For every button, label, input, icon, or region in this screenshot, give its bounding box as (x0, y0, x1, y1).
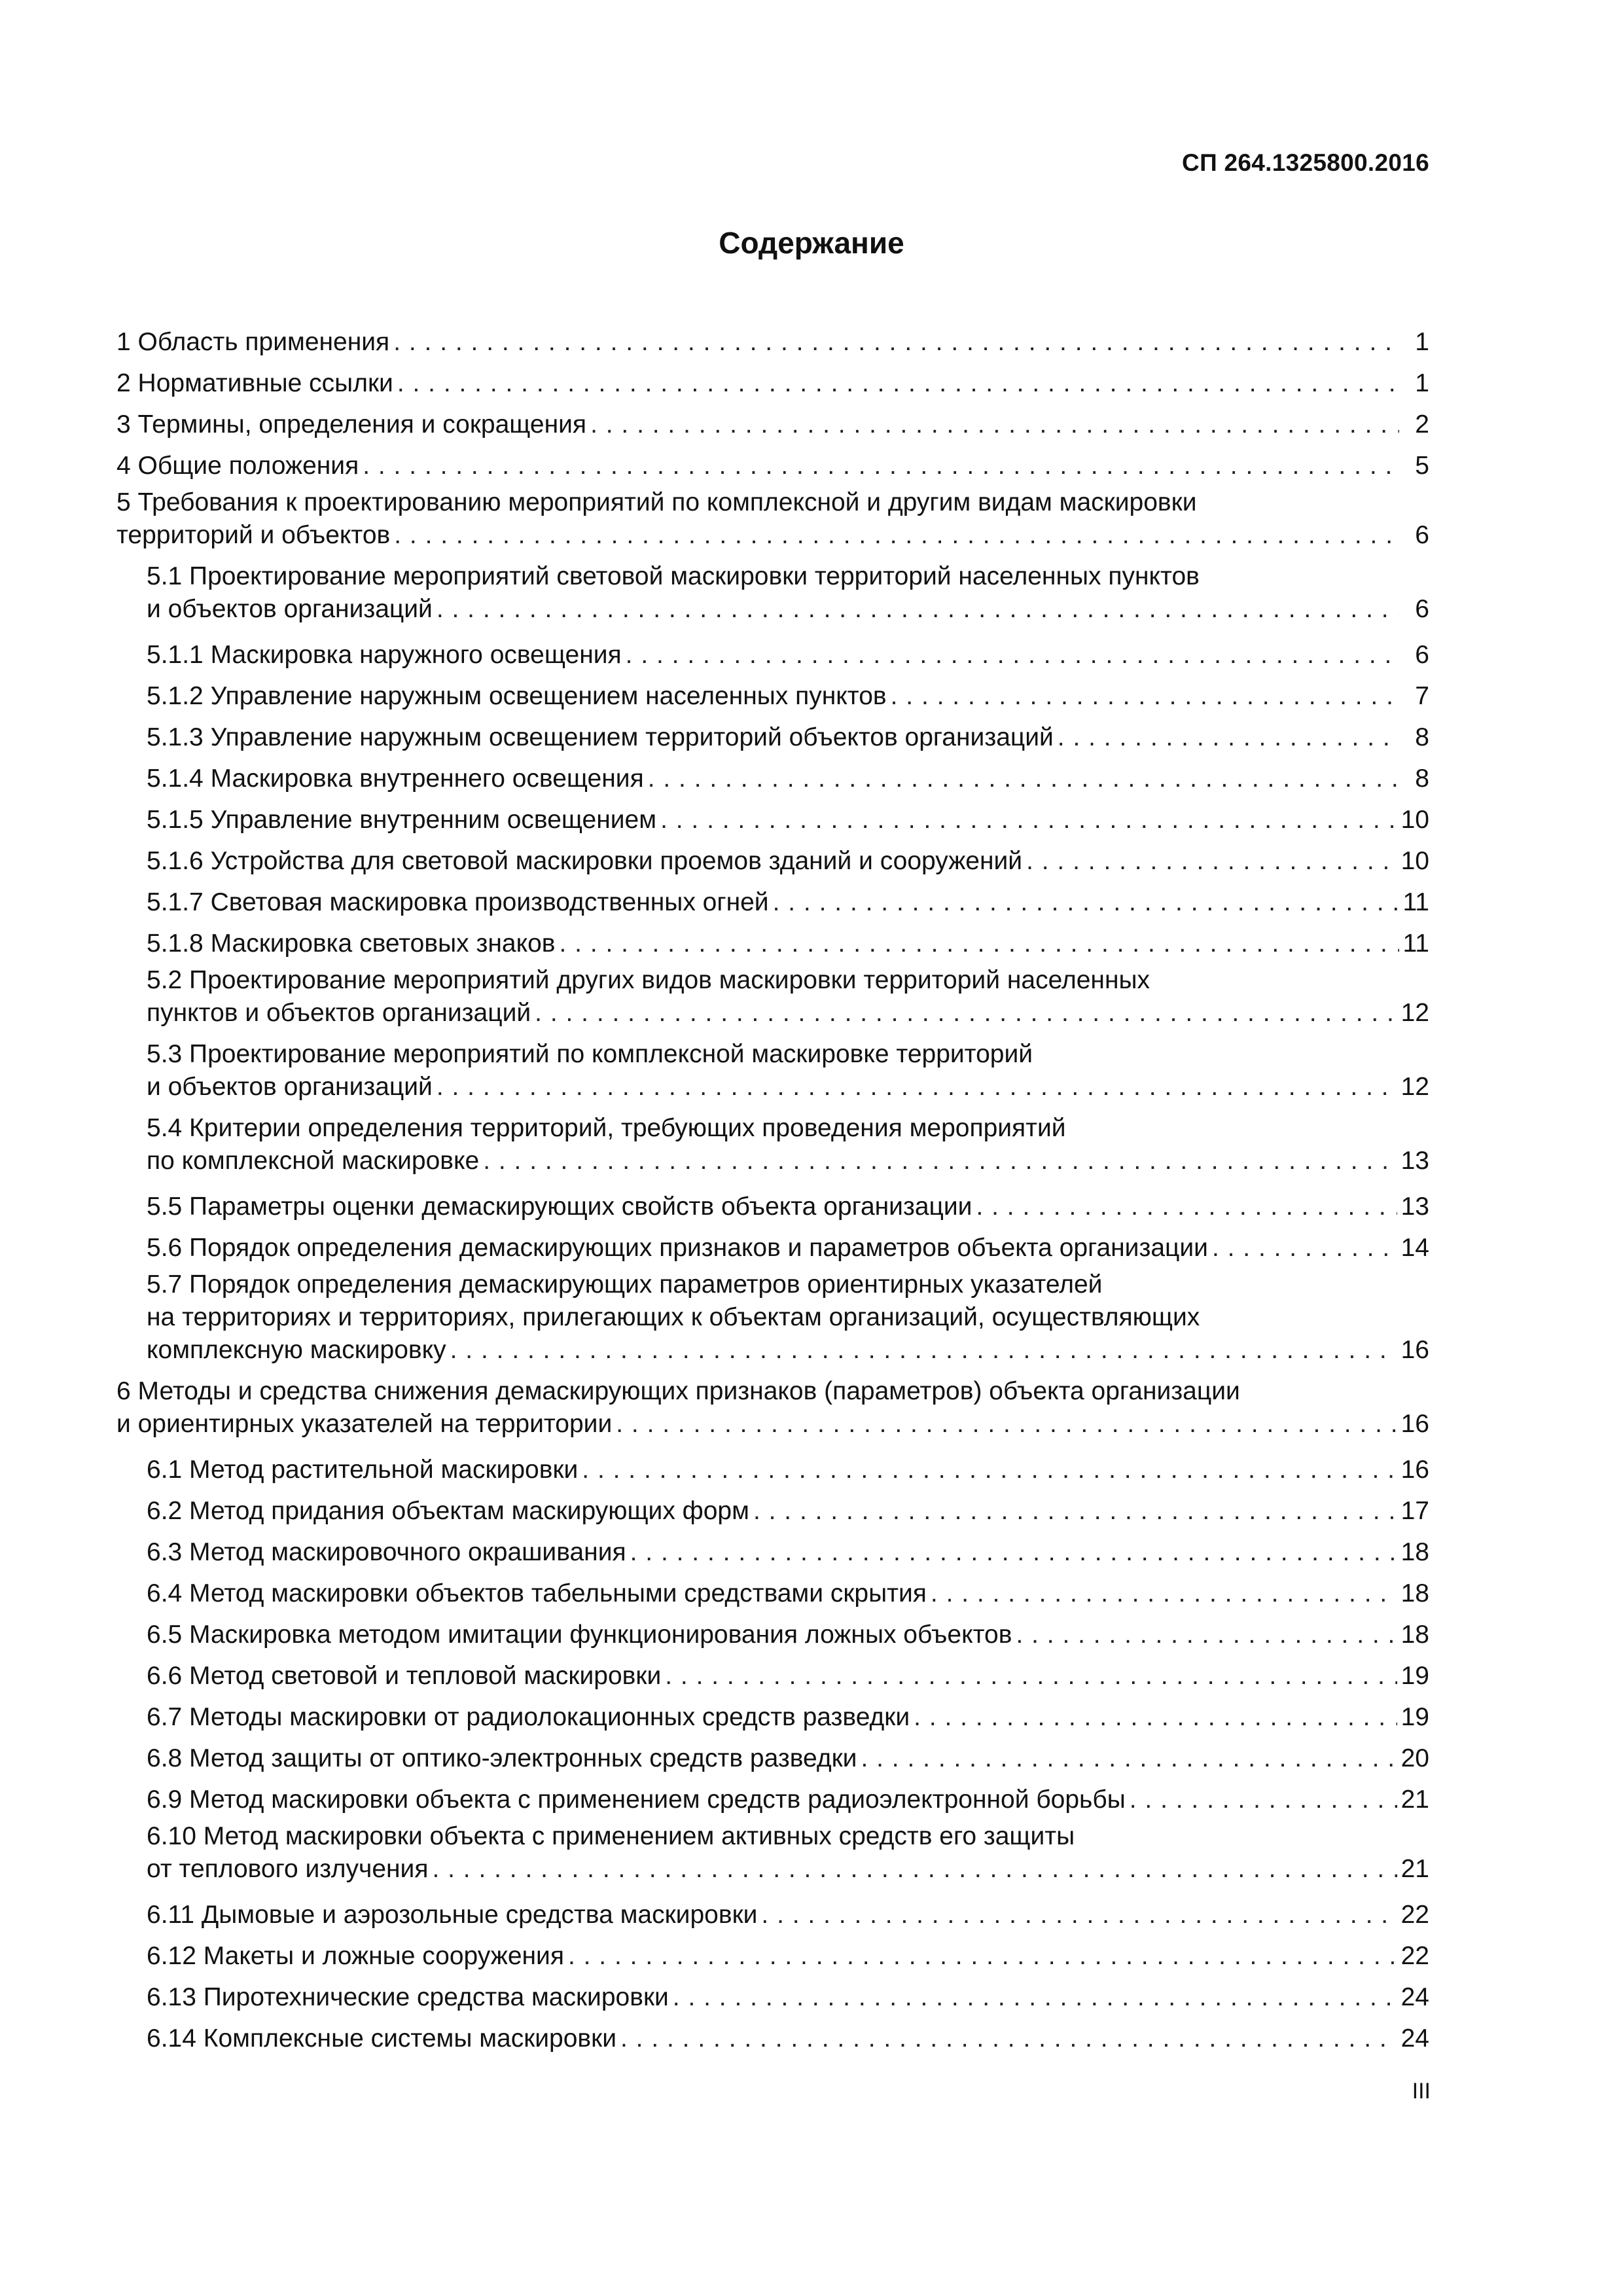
dot-leader (394, 519, 1399, 552)
dot-leader (620, 2018, 1397, 2059)
toc-entry[interactable] (116, 1935, 1429, 1977)
toc-entry[interactable] (116, 923, 1429, 964)
toc-entry-title: 6.6 Метод световой и тепловой маскировки (147, 1662, 662, 1690)
toc-entry-title: от теплового излучения (147, 1855, 429, 1883)
toc-entry[interactable] (116, 1738, 1429, 1779)
toc-entry-title: 5.1.6 Устройства для световой маскировки проемов зданий и сооружений (147, 847, 1023, 875)
toc-page-number: 8 (1415, 764, 1429, 793)
dot-leader (660, 799, 1397, 840)
toc-entry-line: 5.7 Порядок определения демаскирующих параметров ориентирных указателей (147, 1270, 1103, 1299)
dot-leader (753, 1490, 1397, 1532)
dot-leader (861, 1738, 1397, 1779)
toc-entry-title: 6.12 Макеты и ложные сооружения (147, 1942, 564, 1970)
toc-page-number: 17 (1400, 1497, 1429, 1525)
toc-page-number: 16 (1400, 1336, 1429, 1364)
dot-leader (1026, 840, 1397, 882)
dot-leader (616, 1408, 1397, 1441)
toc-entry-title: 3 Термины, определения и сокращения (116, 410, 587, 439)
toc-page-number: 22 (1400, 1942, 1429, 1970)
toc-page-number: 18 (1400, 1621, 1429, 1649)
toc-entry[interactable] (116, 1532, 1429, 1573)
toc-page-number: 2 (1415, 410, 1429, 439)
dot-leader (568, 1935, 1397, 1977)
toc-entry-title: 6.14 Комплексные системы маскировки (147, 2024, 616, 2053)
dot-leader (1130, 1779, 1397, 1820)
toc-entry-title: 5.1.3 Управление наружным освещением территорий объектов организаций (147, 723, 1054, 751)
toc-entry-title: 6.4 Метод маскировки объектов табельными средствами скрытия (147, 1579, 927, 1607)
page-number: III (1412, 2079, 1431, 2104)
toc-entry[interactable] (116, 1573, 1429, 1614)
toc-entry-title: 5.1.2 Управление наружным освещением населенных пунктов (147, 682, 887, 710)
toc-entry[interactable] (116, 363, 1429, 404)
toc-entry[interactable] (116, 717, 1429, 758)
toc-entry[interactable] (116, 758, 1429, 799)
toc-page-number: 10 (1400, 806, 1429, 834)
toc-page-number: 16 (1400, 1410, 1429, 1438)
toc-entry[interactable] (116, 2018, 1429, 2059)
toc-page-number: 12 (1400, 1073, 1429, 1101)
toc-entry-line: 5.4 Критерии определения территорий, требующих проведения мероприятий (147, 1114, 1066, 1142)
toc-page-number: 6 (1415, 595, 1429, 623)
toc-entry-title: 5.5 Параметры оценки демаскирующих свойств объекта организации (147, 1193, 972, 1221)
dot-leader (1212, 1227, 1397, 1268)
toc-entry[interactable] (116, 1375, 1429, 1449)
toc-page-number: 6 (1415, 641, 1429, 669)
toc-entry[interactable] (116, 1112, 1429, 1186)
toc-entry[interactable] (116, 321, 1429, 363)
toc-entry-title: и ориентирных указателей на территории (116, 1410, 613, 1438)
toc-page-number: 16 (1400, 1456, 1429, 1484)
toc-entry[interactable] (116, 799, 1429, 840)
toc-entry[interactable] (116, 1820, 1429, 1894)
dot-leader (773, 882, 1399, 923)
toc-entry-title: 5.1.4 Маскировка внутреннего освещения (147, 764, 644, 793)
toc-entry[interactable] (116, 882, 1429, 923)
toc-entry[interactable] (116, 1268, 1429, 1375)
toc-entry-title: 6.1 Метод растительной маскировки (147, 1456, 579, 1484)
toc-entry-title: 6.2 Метод придания объектам маскирующих форм (147, 1497, 749, 1525)
toc-page-number: 24 (1400, 2024, 1429, 2053)
toc-entry-line: на территориях и территориях, прилегающих к объектам организаций, осуществляющих (147, 1303, 1200, 1331)
toc-page-number: 6 (1415, 521, 1429, 549)
toc-entry-title: по комплексной маскировке (147, 1147, 480, 1175)
toc-page-number: 18 (1400, 1579, 1429, 1607)
toc-entry[interactable] (116, 1038, 1429, 1112)
dot-leader (891, 675, 1399, 717)
toc-entry-title: 5.1.1 Маскировка наружного освещения (147, 641, 622, 669)
toc-entry[interactable] (116, 560, 1429, 634)
toc-entry-line: 5.1 Проектирование мероприятий световой маскировки территорий населенных пунктов (147, 562, 1200, 590)
dot-leader (665, 1655, 1397, 1696)
toc-entry-title: 5.1.7 Световая маскировка производственных огней (147, 888, 769, 916)
toc-entry[interactable] (116, 964, 1429, 1038)
toc-page-number: 24 (1400, 1983, 1429, 2011)
toc-page-number: 1 (1415, 328, 1429, 356)
toc-entry[interactable] (116, 404, 1429, 445)
dot-leader (559, 923, 1399, 964)
dot-leader (363, 445, 1399, 486)
toc-page-number: 20 (1400, 1744, 1429, 1772)
toc-entry[interactable] (116, 1696, 1429, 1738)
toc-entry-title: 6.3 Метод маскировочного окрашивания (147, 1538, 626, 1566)
dot-leader (626, 634, 1399, 675)
toc-entry-title: 6.13 Пиротехнические средства маскировки (147, 1983, 669, 2011)
dot-leader (535, 997, 1397, 1030)
toc-entry-line: 6 Методы и средства снижения демаскирующих признаков (параметров) объекта организации (116, 1377, 1240, 1405)
dot-leader (437, 1071, 1397, 1103)
toc-page-number: 12 (1400, 999, 1429, 1027)
table-of-contents (116, 321, 1429, 2059)
toc-page-number: 7 (1415, 682, 1429, 710)
dot-leader (397, 363, 1399, 404)
toc-entry-line: 5.2 Проектирование мероприятий других видов маскировки территорий населенных (147, 966, 1150, 994)
toc-entry[interactable] (116, 840, 1429, 882)
toc-entry-line: 5.3 Проектирование мероприятий по комплексной маскировке территорий (147, 1040, 1033, 1068)
toc-page-number: 22 (1400, 1901, 1429, 1929)
toc-page-number: 21 (1400, 1855, 1429, 1883)
document-code: СП 264.1325800.2016 (1182, 149, 1429, 176)
toc-page-number: 19 (1400, 1662, 1429, 1690)
toc-page-number: 5 (1415, 452, 1429, 480)
toc-entry-title: и объектов организаций (147, 1073, 433, 1101)
toc-entry[interactable] (116, 1449, 1429, 1490)
toc-entry-title: 2 Нормативные ссылки (116, 369, 393, 397)
dot-leader (450, 1334, 1397, 1367)
toc-page-number: 18 (1400, 1538, 1429, 1566)
dot-leader (483, 1145, 1397, 1177)
toc-page-number: 21 (1400, 1785, 1429, 1814)
toc-entry[interactable] (116, 1186, 1429, 1227)
toc-entry[interactable] (116, 1977, 1429, 2018)
toc-entry-title: 5.1.8 Маскировка световых знаков (147, 929, 556, 958)
toc-entry[interactable] (116, 675, 1429, 717)
toc-entry-title: и объектов организаций (147, 595, 433, 623)
dot-leader (673, 1977, 1397, 2018)
dot-leader (976, 1186, 1397, 1227)
dot-leader (1016, 1614, 1397, 1655)
toc-page-number: 11 (1402, 888, 1429, 916)
toc-entry[interactable] (116, 486, 1429, 560)
toc-entry[interactable] (116, 1614, 1429, 1655)
dot-leader (931, 1573, 1397, 1614)
toc-entry-title: 6.8 Метод защиты от оптико-электронных средств разведки (147, 1744, 857, 1772)
dot-leader (630, 1532, 1397, 1573)
toc-page-number: 1 (1415, 369, 1429, 397)
toc-page-number: 13 (1400, 1193, 1429, 1221)
toc-entry-title: комплексную маскировку (147, 1336, 446, 1364)
toc-entry-title: 6.9 Метод маскировки объекта с применением средств радиоэлектронной борьбы (147, 1785, 1126, 1814)
toc-page-number: 13 (1400, 1147, 1429, 1175)
toc-entry[interactable] (116, 445, 1429, 486)
toc-page-number: 8 (1415, 723, 1429, 751)
toc-page-number: 19 (1400, 1703, 1429, 1731)
toc-entry-title: 6.7 Методы маскировки от радиолокационных средств разведки (147, 1703, 910, 1731)
dot-leader (1058, 717, 1399, 758)
toc-entry-title: территорий и объектов (116, 521, 391, 549)
dot-leader (393, 321, 1399, 363)
toc-entry-line: 6.10 Метод маскировки объекта с применением активных средств его защиты (147, 1822, 1075, 1850)
dot-leader (432, 1853, 1397, 1886)
toc-entry-title: 5.6 Порядок определения демаскирующих признаков и параметров объекта организации (147, 1234, 1208, 1262)
dot-leader (582, 1449, 1397, 1490)
toc-page-number: 11 (1402, 929, 1429, 958)
dot-leader (590, 404, 1399, 445)
toc-entry[interactable] (116, 634, 1429, 675)
toc-entry-title: 6.11 Дымовые и аэрозольные средства маскировки (147, 1901, 758, 1929)
toc-entry-title: 4 Общие положения (116, 452, 359, 480)
dot-leader (648, 758, 1399, 799)
page-title: Содержание (719, 226, 904, 260)
toc-entry[interactable] (116, 1894, 1429, 1935)
toc-entry-line: 5 Требования к проектированию мероприятий по комплексной и другим видам маскировки (116, 488, 1197, 516)
dot-leader (437, 593, 1399, 626)
dot-leader (914, 1696, 1397, 1738)
toc-entry[interactable] (116, 1227, 1429, 1268)
toc-entry-title: 6.5 Маскировка методом имитации функционирования ложных объектов (147, 1621, 1012, 1649)
toc-page-number: 14 (1400, 1234, 1429, 1262)
dot-leader (761, 1894, 1397, 1935)
toc-entry-title: пунктов и объектов организаций (147, 999, 531, 1027)
toc-entry-title: 5.1.5 Управление внутренним освещением (147, 806, 657, 834)
toc-entry[interactable] (116, 1490, 1429, 1532)
toc-entry[interactable] (116, 1655, 1429, 1696)
toc-entry[interactable] (116, 1779, 1429, 1820)
toc-entry-title: 1 Область применения (116, 328, 390, 356)
toc-page-number: 10 (1400, 847, 1429, 875)
